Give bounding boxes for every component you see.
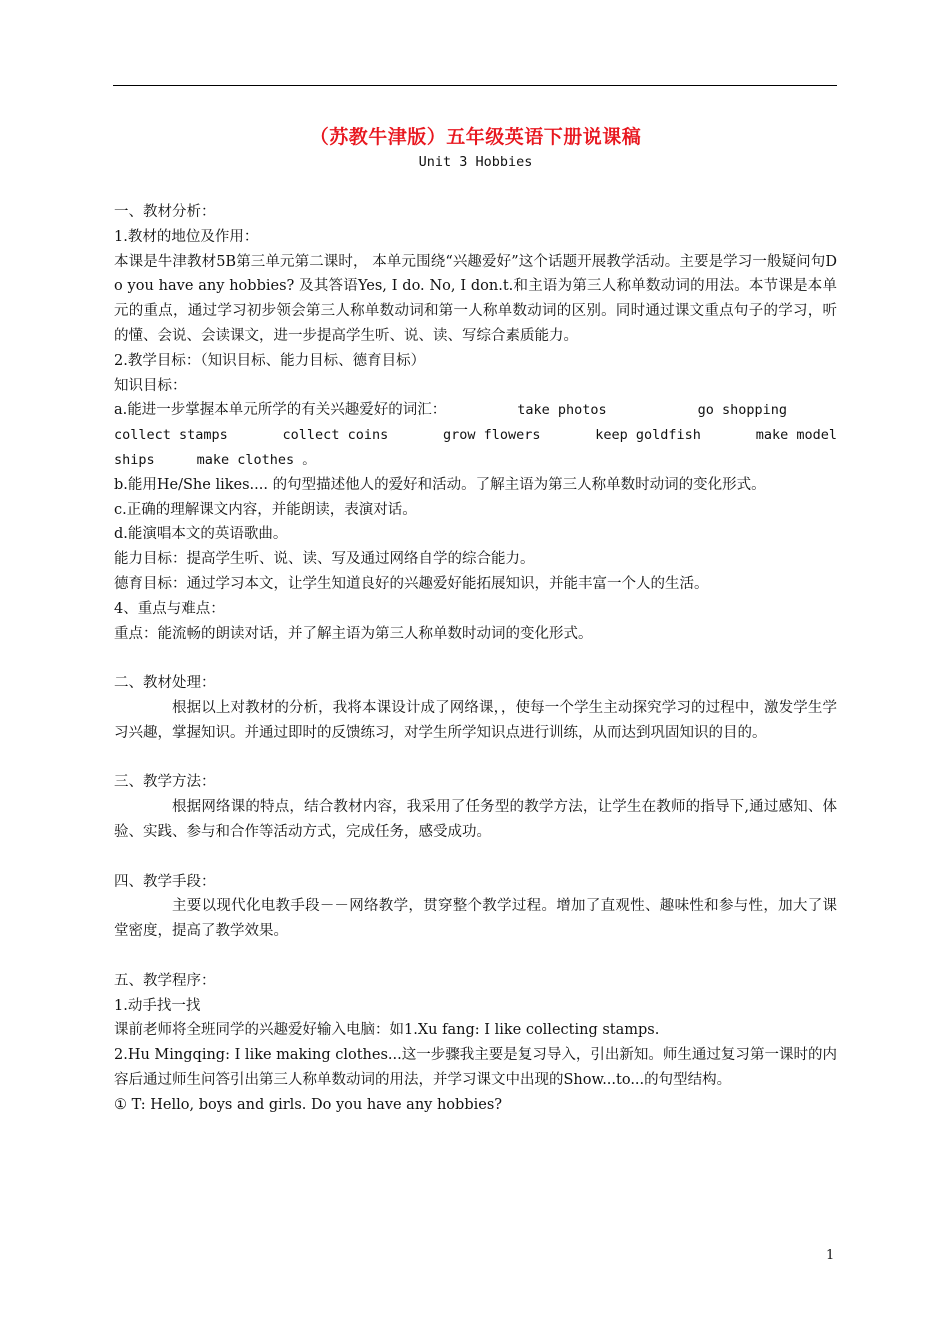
document-subtitle: Unit 3 Hobbies: [418, 154, 533, 170]
section-3-heading: 三、教学方法：: [114, 774, 216, 791]
goal-d: d.能演唱本文的英语歌曲。: [114, 526, 288, 543]
vocab-item: collect coins: [282, 427, 389, 444]
section-5-dialog-1: ① T: Hello, boys and girls. Do you have any hobbies?: [114, 1096, 503, 1113]
section-1-4-heading: 4、重点与难点：: [114, 600, 225, 617]
goal-a-line-1: [114, 398, 837, 423]
section-2-text: 根据以上对教材的分析，我将本课设计成了网络课，，使每一个学生主动探究学习的过程中，激发学生学习兴趣，掌握知识。并通过即时的反馈练习，对学生所学知识点进行训练，从而达到巩固知识的目的。: [114, 699, 837, 741]
goal-a-line-2: [114, 423, 837, 448]
section-5-1-heading: 1.动手找一找: [114, 997, 201, 1014]
section-5-heading: 五、教学程序：: [114, 972, 216, 989]
section-2-heading: 二、教材处理：: [114, 675, 216, 692]
goal-a-intro: a.能进一步掌握本单元所学的有关兴趣爱好的词汇：: [114, 402, 447, 419]
section-1-1-text: 本课是牛津教材5B第三单元第二课时， 本单元围绕“兴趣爱好”这个话题开展教学活动。主要是学习一般疑问句Do you have any hobbies? 及其答语Yes, I do. No, I don.t.和主语为第三人称单数动词的用法。本节课是本单元的重点，通过学习初步领会第三人称单数动词和第一人称单数动词的区别。同时通过课文重点句子的学习，听的懂、会说、会读课文，进一步提高学生听、说、读、写综合素质能力。: [114, 253, 837, 344]
vocab-item: take photos: [517, 402, 607, 419]
document-title: （苏教牛津版）五年级英语下册说课稿: [309, 126, 642, 148]
goal-a-line-3: [114, 448, 837, 473]
section-1-1-heading: 1.教材的地位及作用：: [114, 228, 259, 245]
moral-goal: 德育目标：通过学习本文，让学生知道良好的兴趣爱好能拓展知识，并能丰富一个人的生活。: [114, 575, 709, 592]
document-page: [114, 124, 837, 1117]
section-5-2-text: 2.Hu Mingqing: I like making clothes...这一步骤我主要是复习导入，引出新知。师生通过复习第一课时的内容后通过师生问答引出第三人称单数动词的用法，并学习课文中出现的Show...to...的句型结构。: [114, 1047, 837, 1088]
vocab-item: grow flowers: [442, 427, 541, 444]
header-rule: [113, 85, 837, 86]
vocab-item: make model: [755, 427, 837, 444]
section-4-text: 主要以现代化电教手段－－网络教学，贯穿整个教学过程。增加了直观性、趣味性和参与性，加大了课堂密度，提高了教学效果。: [114, 898, 837, 940]
vocab-item: ships: [114, 451, 155, 468]
section-5-1-text: 课前老师将全班同学的兴趣爱好输入电脑：如1.Xu fang: I like collecting stamps.: [114, 1022, 660, 1039]
section-1-2-heading: 2.教学目标：（知识目标、能力目标、德育目标）: [114, 352, 426, 369]
page-number: 1: [826, 1248, 835, 1263]
vocab-item: keep goldfish: [595, 427, 701, 444]
key-point: 重点：能流畅的朗读对话，并了解主语为第三人称单数时动词的变化形式。: [114, 625, 593, 642]
vocab-item: make clothes 。: [196, 451, 316, 468]
section-4-heading: 四、教学手段：: [114, 873, 216, 890]
vocab-item: collect stamps: [114, 427, 228, 444]
vocab-item: go shopping: [697, 402, 787, 419]
knowledge-goal-label: 知识目标：: [114, 377, 187, 394]
section-1-heading: 一、教材分析：: [114, 204, 216, 220]
section-3-text: 根据网络课的特点，结合教材内容，我采用了任务型的教学方法，让学生在教师的指导下,通过感知、体验、实践、参与和合作等活动方式，完成任务，感受成功。: [114, 799, 837, 840]
goal-c: c.正确的理解课文内容，并能朗读，表演对话。: [114, 501, 417, 518]
goal-b: b.能用He/She likes.... 的句型描述他人的爱好和活动。了解主语为第三人称单数时动词的变化形式。: [114, 476, 766, 493]
ability-goal: 能力目标：提高学生听、说、读、写及通过网络自学的综合能力。: [114, 551, 535, 568]
